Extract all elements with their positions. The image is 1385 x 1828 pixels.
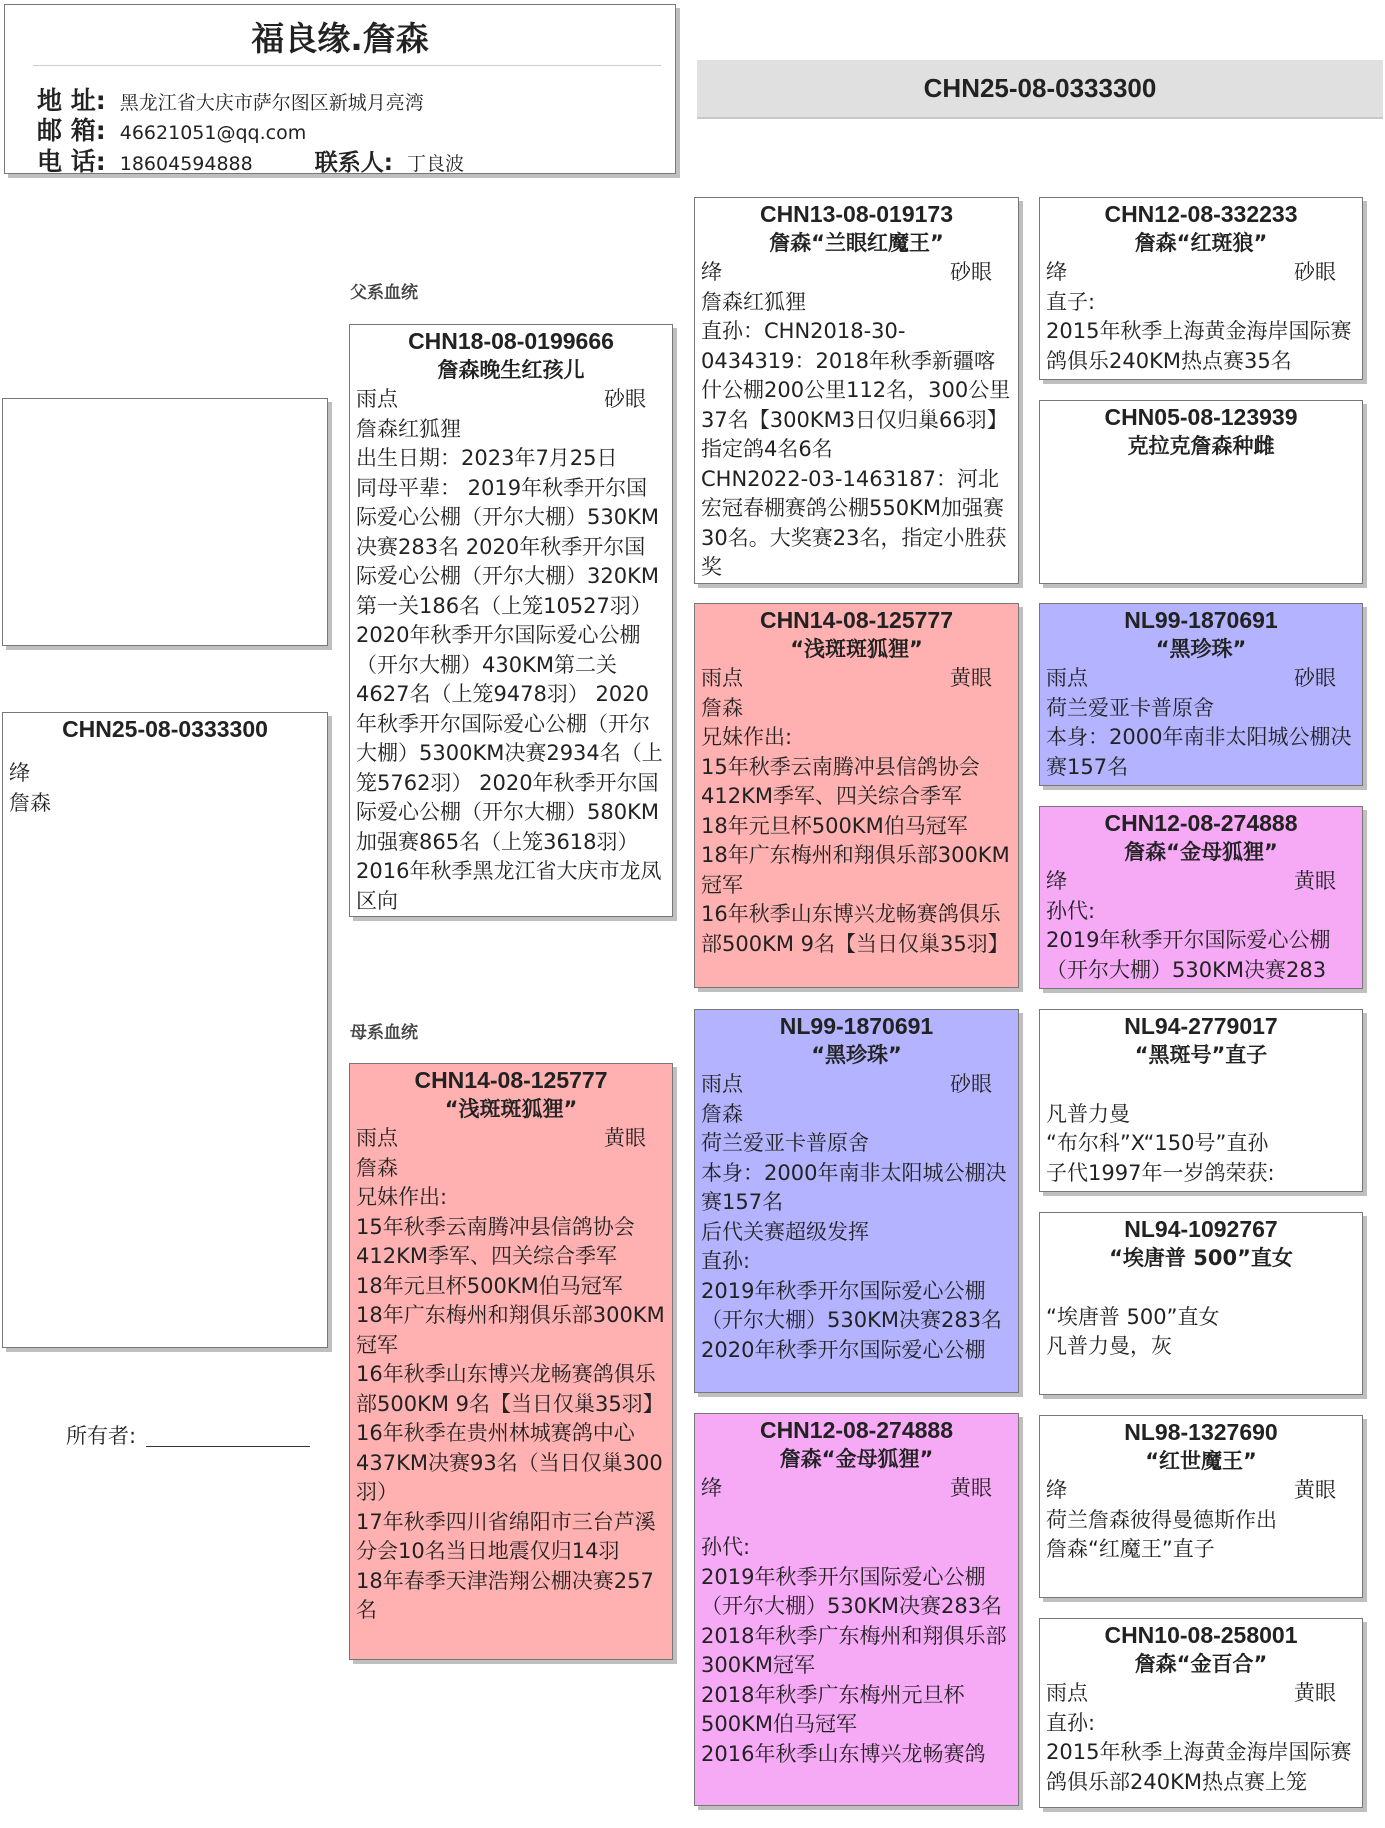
owner-blank-line [146,1428,310,1447]
breeder-header [4,4,676,174]
address-value: 黑龙江省大庆市萨尔图区新城月亮湾 [119,92,424,114]
dam-sire-line-6: 2020年秋季开尔国际爱心公棚 [701,1337,986,1362]
pedigree-banner: CHN25-08-0333300 [697,60,1383,119]
dam-dam-eye: 黄眼 [950,1476,992,1500]
sss-eye: 砂眼 [1294,260,1336,284]
sds-card [1039,603,1363,786]
contact-label: 联系人: [314,150,393,174]
loft-title: 福良缘.詹森 [251,19,429,58]
sds-eye: 砂眼 [1294,666,1336,690]
dds-eye: 黄眼 [1294,1478,1336,1502]
dss-line-1: 凡普力曼 [1046,1101,1130,1126]
email-label: 邮 箱: [37,116,106,145]
dam-sire-color-eye [701,1070,1012,1100]
dam-sire-line-1: 荷兰爱亚卡普原舍 [701,1131,869,1155]
dam-dam-ring: CHN12-08-274888 [759,1417,954,1443]
ddd-color-eye [1046,1679,1356,1709]
sire-sire-details [695,258,1018,583]
dam-sire-line-0: 詹森 [701,1101,743,1126]
ssd-card [1039,400,1363,584]
dsd-card [1039,1212,1363,1395]
dam-sire-color: 雨点 [701,1072,743,1096]
sds-color-eye [1046,664,1356,694]
sire-dam-line-0: 詹森 [701,695,743,720]
dam-sire-line-5: 2019年秋季开尔国际爱心公棚（开尔大棚）530KM决赛283名 [701,1278,1003,1332]
sire-line-1: 出生日期：2023年7月25日 [356,446,618,470]
owner-row [66,1420,310,1450]
ddd-name: 詹森“金百合” [1134,1652,1268,1676]
sdd-ring: CHN12-08-274888 [1104,810,1298,836]
sire-dam-line-1: 兄妹作出: [701,725,793,749]
sire-sire-color: 绛 [701,260,722,284]
dsd-line-0 [1046,1273,1356,1303]
dam-sire-line-2: 本身：2000年南非太阳城公棚决赛157名 [701,1160,1007,1214]
dam-details [350,1124,672,1626]
dam-eye: 黄眼 [604,1126,646,1150]
subject-card [2,712,328,1348]
dss-ring: NL94-2779017 [1124,1013,1278,1039]
sire-name: 詹森晚生红孩儿 [437,358,585,382]
sire-dam-line-5: 16年秋季山东博兴龙畅赛鸽俱乐部500KM 9名【当日仅巢35羽】 [701,902,1009,956]
dam-ring: CHN14-08-125777 [414,1067,608,1093]
dam-dam-line-0 [701,1504,1012,1534]
dss-line-2: “布尔科”X“150号”直孙 [1046,1131,1269,1155]
sire-sire-line-2: CHN2022-03-1463187：河北宏冠春棚赛鸽公棚550KM加强赛30名。大奖赛23名，指定小胜获奖 [701,466,1007,579]
dss-name: “黑斑号”直子 [1134,1043,1268,1067]
dam-sire-card [694,1009,1019,1393]
dam-dam-line-2: 2019年秋季开尔国际爱心公棚（开尔大棚）530KM决赛283名 [701,1564,1003,1618]
sss-color-eye [1046,258,1356,288]
sire-sire-card [694,197,1019,584]
dam-sire-ring: NL99-1870691 [779,1013,934,1039]
dsd-name: “埃唐普 500”直女 [1109,1246,1293,1270]
sss-color: 绛 [1046,260,1067,284]
dsd-line-1: “埃唐普 500”直女 [1046,1304,1220,1329]
sire-color-eye [356,385,666,415]
subject-color: 绛 [9,761,30,785]
dam-dam-line-3: 2018年秋季广东梅州和翔俱乐部300KM冠军 [701,1623,1007,1677]
sire-details [350,385,672,916]
dam-sire-details [695,1070,1018,1365]
ddd-color: 雨点 [1046,1681,1088,1705]
sss-line-1: 2015年秋季上海黄金海岸国际赛鸽俱乐240KM热点赛35名 [1046,319,1352,373]
sire-sire-color-eye [701,258,1012,288]
sire-sire-line-1: 直孙：CHN2018-30-0434319：2018年秋季新疆喀什公棚200公里112名，300公里37名【300KM3日仅归巢66羽】指定鸽4名6名 [701,319,1011,461]
dam-dam-color-eye [701,1474,1012,1504]
dds-color: 绛 [1046,1478,1067,1502]
sire-sire-eye: 砂眼 [950,260,992,284]
sss-ring: CHN12-08-332233 [1104,201,1298,227]
dam-dam-line-1: 孙代: [701,1535,751,1559]
ddd-line-1: 2015年秋季上海黄金海岸国际赛鸽俱乐部240KM热点赛上笼 [1046,1740,1352,1794]
dss-line-3: 子代1997年一岁鸽荣获: [1046,1160,1275,1185]
sds-name: “黑珍珠” [1155,637,1247,661]
sss-name: 詹森“红斑狼” [1134,231,1268,255]
dam-sire-name: “黑珍珠” [811,1043,902,1067]
sire-sire-line-0: 詹森红狐狸 [701,289,806,314]
owner-label: 所有者: [66,1424,137,1448]
sdd-color: 绛 [1046,869,1067,893]
dam-name: “浅斑斑狐狸” [444,1097,578,1121]
dam-color-eye [356,1124,666,1154]
sdd-name: 詹森“金母狐狸” [1124,840,1278,864]
header-divider [33,65,661,66]
dam-card [349,1063,673,1660]
dds-ring: NL98-1327690 [1124,1419,1278,1445]
dam-dam-name: 詹森“金母狐狸” [779,1447,934,1471]
sss-card [1039,197,1363,380]
dds-color-eye [1046,1476,1356,1506]
dsd-line-2: 凡普力曼，灰 [1046,1334,1172,1358]
dam-line-3: 18年元旦杯500KM伯马冠军 [356,1273,623,1298]
dds-name: “红世魔王” [1145,1449,1257,1473]
dss-line-0 [1046,1070,1356,1100]
dam-dam-details [695,1474,1018,1769]
phone-label: 电 话: [37,147,106,174]
dam-line-6: 16年秋季在贵州林城赛鸽中心437KM决赛93名（当日仅巢300羽） [356,1421,663,1504]
sdd-details [1040,867,1362,985]
sds-line-0: 荷兰爱亚卡普原舍 [1046,695,1214,720]
sire-dam-ring: CHN14-08-125777 [759,607,954,633]
dam-line-0: 詹森 [356,1155,398,1180]
sdd-line-0: 孙代: [1046,898,1096,923]
dsd-ring: NL94-1092767 [1124,1216,1278,1242]
subject-strain: 詹森 [9,790,51,815]
dam-dam-line-5: 2016年秋季山东博兴龙畅赛鸽 [701,1741,986,1766]
ddd-card [1039,1618,1363,1808]
sire-dam-details [695,664,1018,959]
sire-sire-ring: CHN13-08-019173 [759,201,954,227]
dam-line-7: 17年秋季四川省绵阳市三台芦溪分会10名当日地震仅归14羽 [356,1509,656,1563]
sdd-line-1: 2019年秋季开尔国际爱心公棚（开尔大棚）530KM决赛283 [1046,928,1331,982]
sire-dam-line-2: 15年秋季云南腾冲县信鸽协会412KM季军、四关综合季军 [701,754,980,808]
dam-dam-line-4: 2018年秋季广东梅州元旦杯500KM伯马冠军 [701,1682,965,1736]
sds-color: 雨点 [1046,666,1088,690]
dam-color: 雨点 [356,1126,398,1150]
ssd-ring: CHN05-08-123939 [1104,404,1298,430]
sss-details [1040,258,1362,376]
dam-dam-card [694,1413,1019,1806]
dam-line-label: 母系血统 [350,1023,418,1043]
sire-dam-name: “浅斑斑狐狸” [790,637,923,661]
dsd-details [1040,1273,1362,1362]
ddd-ring: CHN10-08-258001 [1104,1622,1298,1648]
sdd-color-eye [1046,867,1356,897]
dam-line-1: 兄妹作出: [356,1185,448,1209]
sire-dam-line-3: 18年元旦杯500KM伯马冠军 [701,813,968,838]
sire-line-2: 同母平辈： 2019年秋季开尔国际爱心公棚（开尔大棚）530KM决赛283名 2020年秋季开尔国际爱心公棚（开尔大棚）320KM第一关186名（上笼10527羽） 2020年秋季开尔国际爱心公棚（开尔大棚）430KM第二关4627名（上笼9478羽） 2020年秋季开尔国际爱心公棚（开尔大棚）5300KM决赛2934名（上笼5762羽） 2020年秋季开尔国际爱心公棚（开尔大棚）580KM加强赛865名（上笼3618羽） 2016年秋季黑龙江省大庆市龙凤区向 [356,475,663,913]
dam-sire-eye: 砂眼 [950,1072,992,1096]
dam-line-8: 18年春季天津浩翔公棚决赛257名 [356,1568,654,1622]
sire-dam-eye: 黄眼 [950,666,992,690]
sire-eye: 砂眼 [604,387,646,411]
ddd-line-0: 直孙: [1046,1710,1096,1735]
dam-sire-line-3: 后代关赛超级发挥 [701,1219,869,1244]
dds-line-0: 荷兰詹森彼得曼德斯作出 [1046,1507,1277,1532]
dam-line-4: 18年广东梅州和翔俱乐部300KM冠军 [356,1303,665,1357]
dam-line-5: 16年秋季山东博兴龙畅赛鸽俱乐部500KM 9名【当日仅巢35羽】 [356,1362,664,1416]
phone-value: 18604594888 [119,153,253,174]
sire-card [349,324,673,917]
sire-dam-color-eye [701,664,1012,694]
sire-line-label: 父系血统 [350,283,418,303]
sire-dam-card [694,603,1019,988]
sds-line-1: 本身：2000年南非太阳城公棚决赛157名 [1046,725,1352,779]
dam-line-2: 15年秋季云南腾冲县信鸽协会412KM季军、四关综合季军 [356,1214,635,1268]
email-value: 46621051@qq.com [119,122,307,144]
dss-card [1039,1009,1363,1192]
sdd-card [1039,806,1363,989]
dds-line-1: 詹森“红魔王”直子 [1046,1537,1215,1561]
dss-details [1040,1070,1362,1188]
sds-details [1040,664,1362,782]
sire-color: 雨点 [356,387,398,411]
sss-line-0: 直子: [1046,289,1096,314]
sire-ring: CHN18-08-0199666 [408,328,614,354]
dds-card [1039,1415,1363,1598]
sds-ring: NL99-1870691 [1124,607,1278,633]
dam-dam-color: 绛 [701,1476,722,1500]
sire-line-0: 詹森红狐狸 [356,416,461,441]
sire-dam-color: 雨点 [701,666,743,690]
sdd-eye: 黄眼 [1294,869,1336,893]
ddd-details [1040,1679,1362,1797]
photo-placeholder [2,398,328,646]
subject-details [3,759,327,818]
subject-ring: CHN25-08-0333300 [62,716,268,742]
address-label: 地 址: [37,86,106,115]
contact-value: 丁良波 [407,153,465,174]
dds-details [1040,1476,1362,1565]
sire-sire-name: 詹森“兰眼红魔王” [769,231,944,255]
ssd-name: 克拉克詹森种雌 [1127,434,1275,458]
ddd-eye: 黄眼 [1294,1681,1336,1705]
dam-sire-line-4: 直孙: [701,1249,751,1273]
sire-dam-line-4: 18年广东梅州和翔俱乐部300KM冠军 [701,843,1010,897]
phone-row [37,142,464,174]
